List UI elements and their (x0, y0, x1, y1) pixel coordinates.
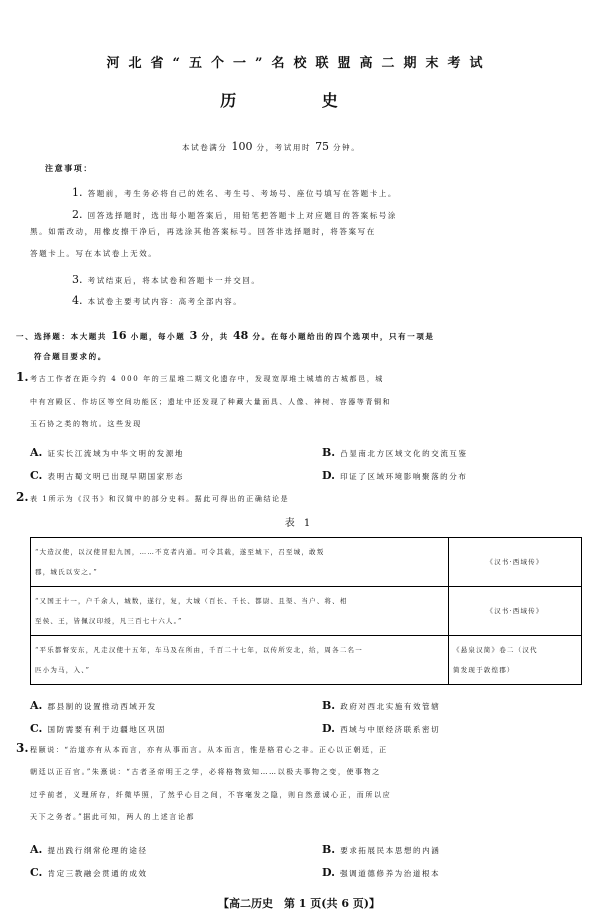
cell-line: 《汉书·西域传》 (486, 607, 544, 615)
note-text: 答题卡上。写在本试卷上无效。 (30, 249, 158, 258)
section-count: 16 (111, 329, 127, 342)
option-letter: C. (30, 722, 43, 735)
option-letter: B. (322, 843, 336, 856)
option-b[interactable] (322, 838, 440, 857)
option-letter: A. (30, 699, 43, 712)
option-letter: D. (322, 469, 335, 482)
question-text: 天下之务者。”据此可知，两人的上述言论都 (30, 813, 196, 821)
cell-line: “大造汉使，以汉使冒犯九国，……不克者内通。可令其载，遂至城下，召至城，敢叛 (35, 548, 325, 556)
question-text: 过乎前者，义理所存，纤微毕照，了然乎心目之间，不容毫发之隐，则自然意诚心正，而所以应 (30, 791, 392, 799)
question-number: 1. (16, 370, 29, 384)
exam-title: 河北省“五个一”名校联盟高二期末考试 (106, 56, 492, 71)
option-text: 肯定三教融会贯通的成效 (47, 869, 148, 878)
option-text: 证实长江流域为中华文明的发源地 (47, 449, 184, 458)
table-cell-source (449, 587, 582, 636)
section-text: 小题，每小题 (130, 332, 186, 341)
option-text: 印证了区域环境影响聚落的分布 (340, 472, 468, 481)
option-a[interactable] (30, 838, 148, 857)
option-text: 西域与中原经济联系密切 (340, 725, 441, 734)
table-caption: 表 1 (284, 518, 314, 529)
option-letter: B. (322, 446, 336, 459)
page-footer: 【高二历史 第 1 页(共 6 页)】 (217, 897, 381, 910)
note-num: 3. (72, 273, 83, 286)
table-row (31, 538, 582, 587)
option-letter: C. (30, 469, 43, 482)
option-letter: D. (322, 722, 335, 735)
cell-line: 《悬泉汉简》卷二（汉代 (453, 646, 538, 654)
table-cell-text (31, 538, 449, 587)
exam-info-post: 分钟。 (333, 143, 361, 152)
option-text: 要求拓展民本思想的内涵 (340, 846, 441, 855)
cell-line: “又国王十一，户千余人，城数，遂行，复，大城（百长、千长、都尉、且渠、当户、将、相 (35, 597, 348, 605)
option-d[interactable] (322, 717, 440, 736)
note-num: 4. (72, 294, 83, 307)
option-a[interactable] (30, 441, 184, 460)
question-text: 程颐说：“治道亦有从本而言，亦有从事而言。从本而言，惟是格君心之非。正心以正朝廷，正 (30, 746, 388, 754)
option-text: 表明古蜀文明已出现早期国家形态 (47, 472, 184, 481)
exam-time: 75 (315, 140, 330, 153)
exam-score: 100 (231, 140, 253, 153)
section-heading-line2: 符合题目要求的。 (34, 352, 107, 361)
note-num: 2. (72, 208, 83, 221)
table-cell-text (31, 587, 449, 636)
cell-line: 至侯、王，皆佩汉印绶，凡三百七十六人。” (35, 617, 183, 625)
option-d[interactable] (322, 464, 467, 483)
option-text: 凸显南北方区域文化的交流互鉴 (340, 449, 468, 458)
section-each: 3 (189, 329, 198, 342)
exam-info-mid: 分，考试用时 (256, 143, 312, 152)
question-text: 玉石协之类的物坑。这些发现 (30, 420, 142, 428)
note-item (72, 181, 397, 200)
option-c[interactable] (30, 717, 166, 736)
option-c[interactable] (30, 861, 148, 880)
table-cell-source (449, 636, 582, 685)
cell-line: “平乐都督安东，凡走汉使十五年，车马及在所由，千百二十七年，以传所安北，给，周各二名一 (35, 646, 363, 654)
question-text: 考古工作者在距今约 4 000 年的三星堆二期文化遗存中，发现宽厚堆土城墙的古城都邑，城 (30, 375, 384, 383)
subject-title: 历 史 (220, 91, 378, 110)
option-letter: C. (30, 866, 43, 879)
option-text: 国防需要有利于边疆地区巩固 (47, 725, 166, 734)
section-text: 分。在每小题给出的四个选项中，只有一项是 (252, 332, 435, 341)
note-text: 回答选择题时，选出每小题答案后，用铅笔把答题卡上对应题目的答案标号涂 (87, 211, 397, 220)
cell-line: 简发现于敦煌郡） (453, 666, 515, 674)
question-text: 表 1所示为《汉书》和汉简中的部分史料。据此可得出的正确结论是 (30, 495, 290, 503)
option-text: 提出践行纲常伦理的途径 (47, 846, 148, 855)
note-num: 1. (72, 186, 83, 199)
cell-line: 《汉书·西域传》 (486, 558, 544, 566)
option-b[interactable] (322, 441, 468, 460)
section-total: 48 (232, 329, 249, 342)
cell-line: 匹小为马，入、” (35, 666, 91, 674)
exam-info (182, 140, 360, 153)
option-text: 郡县制的设置推动西域开发 (47, 702, 157, 711)
table-row (31, 587, 582, 636)
question-number: 3. (16, 741, 29, 755)
table-cell-text (31, 636, 449, 685)
note-item (72, 203, 397, 222)
note-item (72, 268, 261, 287)
note-item (72, 289, 242, 308)
option-c[interactable] (30, 464, 184, 483)
note-text: 答题前，考生务必将自己的姓名、考生号、考场号、座位号填写在答题卡上。 (87, 189, 397, 198)
question-text: 朝廷以正百官。”朱熹说：“古者圣帝明王之学，必将格物致知……以极夫事物之变，使事物之 (30, 768, 381, 776)
option-letter: D. (322, 866, 335, 879)
table-row (31, 636, 582, 685)
option-b[interactable] (322, 694, 440, 713)
cell-line: 郡，城氏以安之。” (35, 568, 98, 576)
source-table (30, 537, 582, 685)
note-text: 黑。如需改动，用橡皮擦干净后，再选涂其他答案标号。回答非选择题时，将答案写在 (30, 227, 376, 236)
question-number: 2. (16, 490, 29, 504)
section-heading (16, 329, 435, 342)
option-letter: A. (30, 843, 43, 856)
option-letter: B. (322, 699, 336, 712)
note-text: 考试结束后，将本试卷和答题卡一并交回。 (87, 276, 261, 285)
table-cell-source (449, 538, 582, 587)
option-a[interactable] (30, 694, 157, 713)
exam-info-pre: 本试卷满分 (182, 143, 228, 152)
notes-heading: 注意事项： (45, 163, 93, 173)
option-letter: A. (30, 446, 43, 459)
section-text: 分，共 (201, 332, 229, 341)
option-text: 强调道德修养为治道根本 (340, 869, 441, 878)
section-text: 一、选择题：本大题共 (16, 332, 107, 341)
note-text: 本试卷主要考试内容：高考全部内容。 (87, 297, 243, 306)
option-text: 政府对西北实施有效管辖 (340, 702, 441, 711)
question-text: 中有宫殿区、作坊区等空间功能区；遗址中还发现了种藏大量面具、人像、神树、容器等青铜和 (30, 398, 392, 406)
option-d[interactable] (322, 861, 440, 880)
